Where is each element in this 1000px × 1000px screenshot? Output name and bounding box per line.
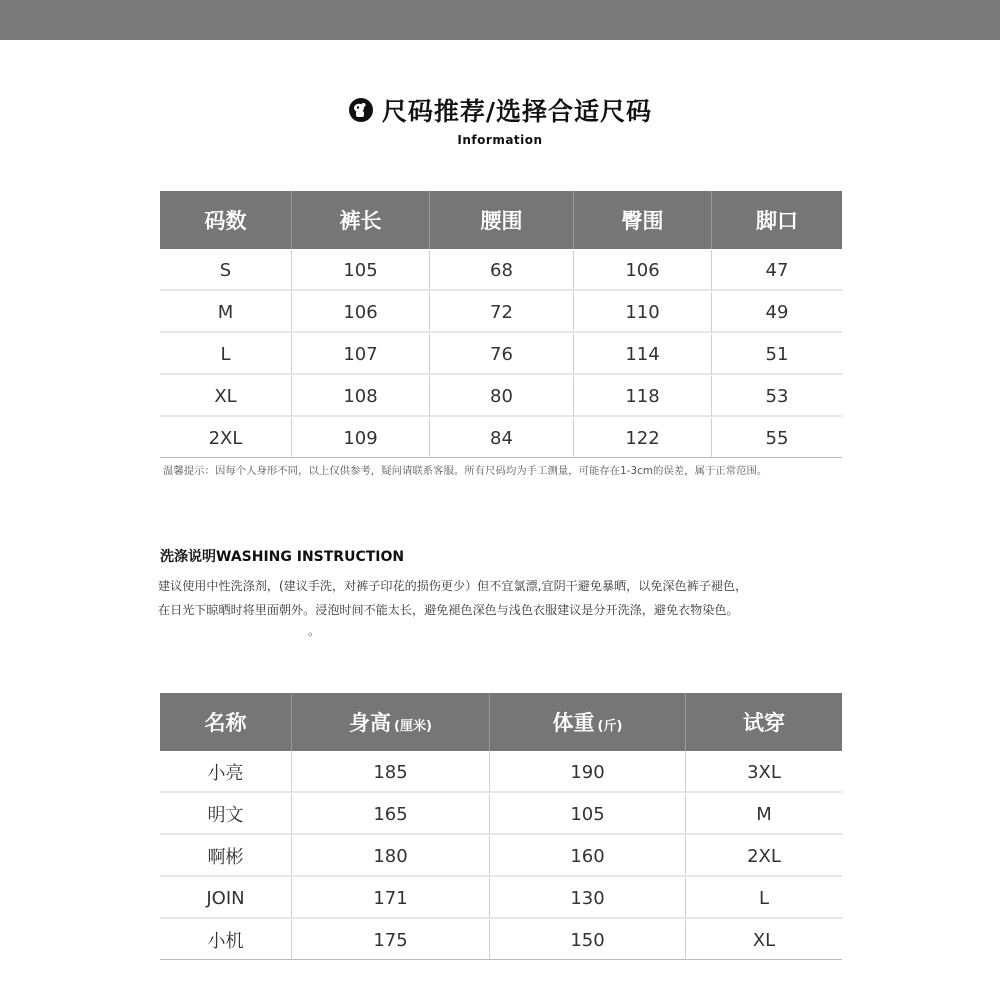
table-row — [160, 249, 842, 291]
table-cell: 啊彬 — [160, 835, 292, 877]
washing-text-line: 。 — [308, 624, 321, 638]
col-header-waist: 腰围 — [430, 191, 574, 249]
table-cell: 3XL — [686, 751, 842, 793]
col-header-name — [160, 693, 292, 751]
table-cell: 165 — [292, 793, 490, 835]
col-header-height — [292, 693, 490, 751]
washing-text-line: 在日光下晾晒时将里面朝外。浸泡时间不能太长，避免褪色深色与浅色衣服建议是分开洗涤，避免衣物染色。 — [158, 603, 739, 617]
table-cell: 180 — [292, 835, 490, 877]
top-banner — [0, 0, 1000, 40]
header-label: 试穿 — [743, 711, 785, 735]
washing-text-line: 建议使用中性洗涤剂，(建议手洗，对裤子印花的损伤更少）但不宜氯漂,宜阴干避免暴晒，以免深色裤子褪色， — [158, 579, 748, 593]
page-title: 尺码推荐/选择合适尺码 — [381, 97, 653, 126]
table-cell: 小机 — [160, 919, 292, 960]
size-note: 温馨提示：因每个人身形不同，以上仅供参考，疑问请联系客服。所有尺码均为手工测量，可能存在1-3cm的误差，属于正常范围。 — [163, 465, 768, 477]
table-cell: 2XL — [686, 835, 842, 877]
table-cell: 84 — [430, 417, 574, 458]
col-header-hip: 臀围 — [574, 191, 712, 249]
table-cell: 小亮 — [160, 751, 292, 793]
table-row — [160, 333, 842, 375]
header-label: 体重 — [552, 711, 595, 735]
table-row — [160, 291, 842, 333]
table-cell: L — [160, 333, 292, 375]
col-header-length: 裤长 — [292, 191, 430, 249]
table-cell: 130 — [490, 877, 686, 919]
table-cell: 118 — [574, 375, 712, 417]
col-header-tried-size — [686, 693, 842, 751]
col-header-weight — [490, 693, 686, 751]
fit-reference-table — [160, 693, 842, 960]
page-subtitle: Information — [457, 133, 543, 147]
size-chart-header-row — [160, 191, 842, 249]
table-cell: 2XL — [160, 417, 292, 458]
table-cell: L — [686, 877, 842, 919]
table-cell: 106 — [574, 249, 712, 291]
table-cell: 175 — [292, 919, 490, 960]
table-cell: 明文 — [160, 793, 292, 835]
table-cell: 68 — [430, 249, 574, 291]
header-unit: (斤) — [597, 719, 623, 734]
table-row — [160, 919, 842, 960]
table-cell: 122 — [574, 417, 712, 458]
page-header — [0, 92, 1000, 128]
table-cell: 106 — [292, 291, 430, 333]
table-cell: XL — [160, 375, 292, 417]
table-cell: 190 — [490, 751, 686, 793]
table-cell: M — [686, 793, 842, 835]
table-cell: 72 — [430, 291, 574, 333]
washing-title: 洗涤说明WASHING INSTRUCTION — [160, 549, 405, 565]
table-cell: JOIN — [160, 877, 292, 919]
table-cell: 105 — [292, 249, 430, 291]
table-cell: XL — [686, 919, 842, 960]
table-cell: 108 — [292, 375, 430, 417]
table-cell: 80 — [430, 375, 574, 417]
table-cell: 47 — [712, 249, 842, 291]
table-cell: 107 — [292, 333, 430, 375]
table-row — [160, 835, 842, 877]
table-cell: 49 — [712, 291, 842, 333]
table-cell: 109 — [292, 417, 430, 458]
table-cell: 53 — [712, 375, 842, 417]
table-cell: 150 — [490, 919, 686, 960]
table-cell: 55 — [712, 417, 842, 458]
table-cell: 185 — [292, 751, 490, 793]
header-label: 名称 — [204, 711, 247, 735]
col-header-hem: 脚口 — [712, 191, 842, 249]
table-cell: 76 — [430, 333, 574, 375]
table-cell: 171 — [292, 877, 490, 919]
table-cell: M — [160, 291, 292, 333]
table-cell: 160 — [490, 835, 686, 877]
table-row — [160, 751, 842, 793]
header-unit: (厘米) — [394, 719, 432, 734]
table-row — [160, 877, 842, 919]
table-cell: 114 — [574, 333, 712, 375]
col-header-size: 码数 — [160, 191, 292, 249]
table-row — [160, 793, 842, 835]
table-cell: 110 — [574, 291, 712, 333]
table-cell: 105 — [490, 793, 686, 835]
table-cell: 51 — [712, 333, 842, 375]
header-label: 身高 — [349, 711, 392, 735]
dog-icon — [348, 97, 374, 123]
fit-table-header-row — [160, 693, 842, 751]
size-chart-table — [160, 191, 842, 458]
table-cell: S — [160, 249, 292, 291]
table-row — [160, 417, 842, 458]
table-row — [160, 375, 842, 417]
